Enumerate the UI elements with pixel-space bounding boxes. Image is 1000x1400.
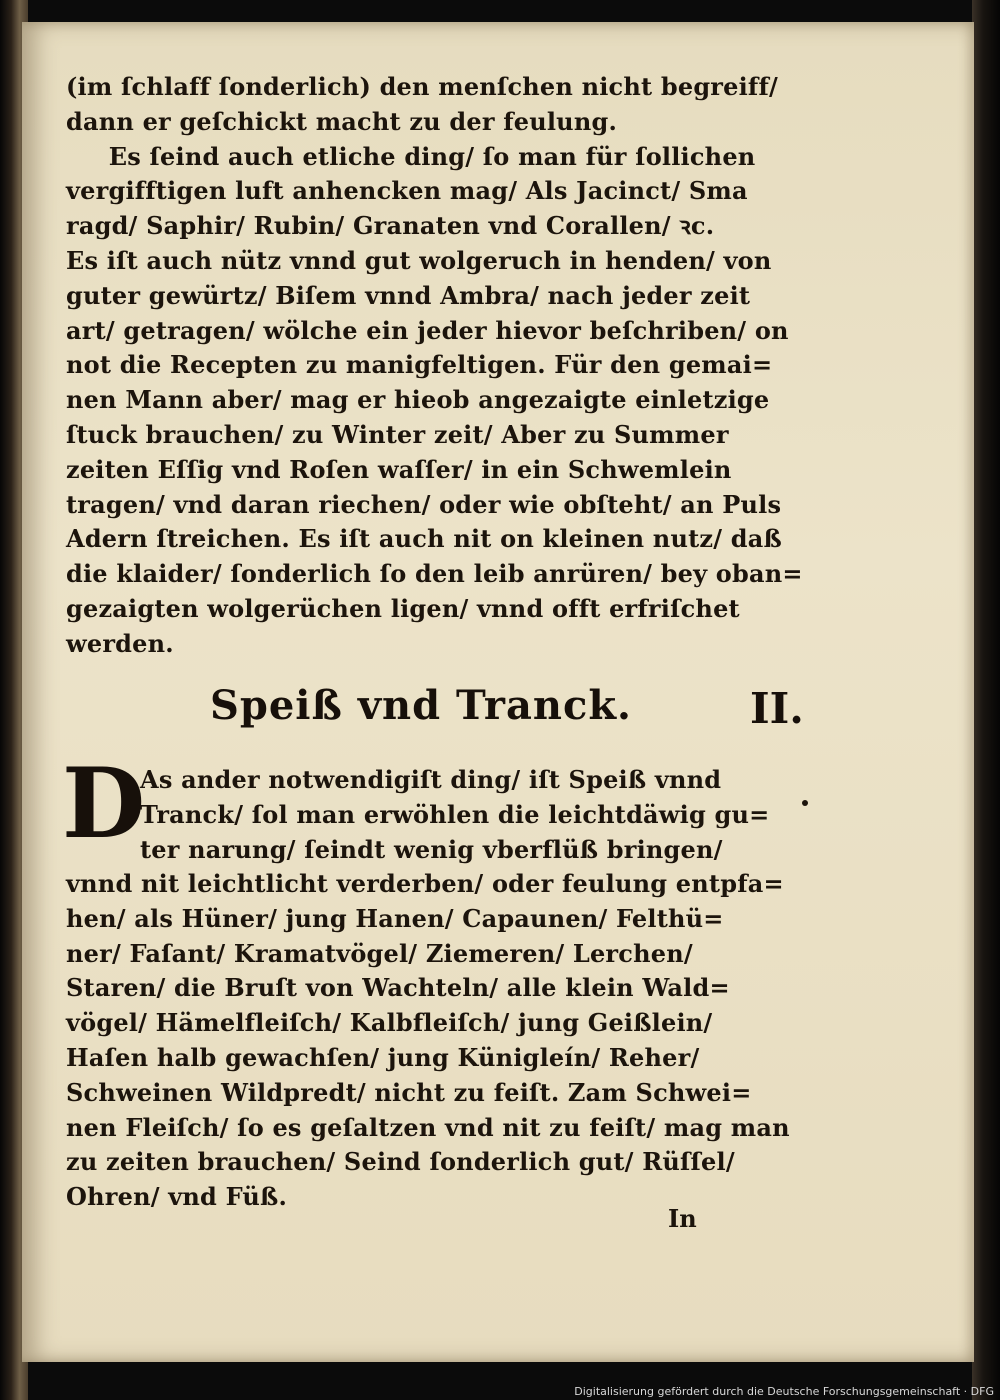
text-line: ſtuck brauchen/ zu Winter zeit/ Aber zu Summer	[66, 419, 729, 449]
text-line: Haſen halb gewachſen/ jung Künigleín/ Reher/	[66, 1042, 700, 1072]
ink-dot	[802, 800, 808, 806]
text-line: tragen/ vnd daran riechen/ oder wie obſteht/ an Puls	[66, 489, 782, 519]
text-line: As ander notwendigiſt ding/ iſt Speiß vnnd	[140, 765, 722, 794]
text-line: vergifftigen luft anhencken mag/ Als Jacinct/ Sma	[66, 176, 748, 206]
text-line: werden.	[66, 628, 174, 658]
text-line: ragd/ Saphir/ Rubin/ Granaten vnd Corallen/ ꝛc.	[66, 211, 715, 241]
section-heading: Speiß vnd Tranck.	[210, 682, 632, 729]
text-line: Tranck/ ſol man erwöhlen die leichtdäwig gu=	[140, 799, 770, 829]
digitization-footer: Digitalisierung gefördert durch die Deutsche Forschungsgemeinschaft · DFG	[574, 1385, 994, 1398]
text-line: nen Fleiſch/ ſo es geſaltzen vnd nit zu feiſt/ mag man	[66, 1112, 790, 1142]
text-line: vnnd nit leichtlicht verderben/ oder feulung entpfa=	[66, 869, 784, 898]
text-line: vögel/ Hämelfleiſch/ Kalbfleiſch/ jung Geißlein/	[66, 1008, 713, 1038]
text-line: Adern ſtreichen. Es iſt auch nit on kleinen nutz/ daß	[66, 524, 782, 554]
text-line: Staren/ die Bruſt von Wachteln/ alle klein Wald=	[66, 973, 730, 1003]
paragraph-2	[66, 867, 790, 1215]
text-line: dann er geſchickt macht zu der feulung.	[66, 106, 618, 136]
text-line: not die Recepten zu manigfeltigen. Für den gemai=	[66, 350, 773, 380]
paragraph-2-indented	[140, 763, 769, 867]
chapter-number: II.	[750, 684, 804, 733]
text-line: zeiten Eſſig vnd Roſen waſſer/ in ein Schwemlein	[66, 454, 732, 484]
text-line: nen Mann aber/ mag er hieob angezaigte einletzige	[66, 385, 770, 415]
paragraph-1	[66, 70, 803, 662]
text-line: Schweinen Wildpredt/ nicht zu feiſt. Zam Schwei=	[66, 1077, 752, 1107]
text-line: die klaider/ ſonderlich ſo den leib anrüren/ bey oban=	[66, 559, 803, 589]
text-line: Es ſeind auch etliche ding/ ſo man für ſollichen	[66, 141, 756, 171]
text-line: guter gewürtz/ Biſem vnnd Ambra/ nach jeder zeit	[66, 280, 751, 310]
catchword: In	[668, 1204, 697, 1233]
text-line: gezaigten wolgerüchen ligen/ vnnd offt erfriſchet	[66, 593, 740, 623]
text-line: hen/ als Hüner/ jung Hanen/ Capaunen/ Felthü=	[66, 903, 724, 933]
text-line: Ohren/ vnd Füß.	[66, 1182, 288, 1212]
drop-cap-initial: D	[62, 747, 146, 860]
text-line: ter narung/ ſeindt wenig vberflüß bringen/	[140, 834, 723, 864]
page-edge-shadow	[972, 0, 1000, 1400]
text-line: ner/ Faſant/ Kramatvögel/ Ziemeren/ Lerchen/	[66, 938, 693, 968]
text-line: art/ getragen/ wölche ein jeder hievor beſchriben/ on	[66, 315, 789, 345]
text-line: zu zeiten brauchen/ Seind ſonderlich gut/ Rüſſel/	[66, 1147, 735, 1177]
text-line: Es iſt auch nütz vnnd gut wolgeruch in henden/ von	[66, 245, 772, 275]
text-line: (im ſchlaff ſonderlich) den menſchen nicht begreiff/	[66, 72, 778, 101]
